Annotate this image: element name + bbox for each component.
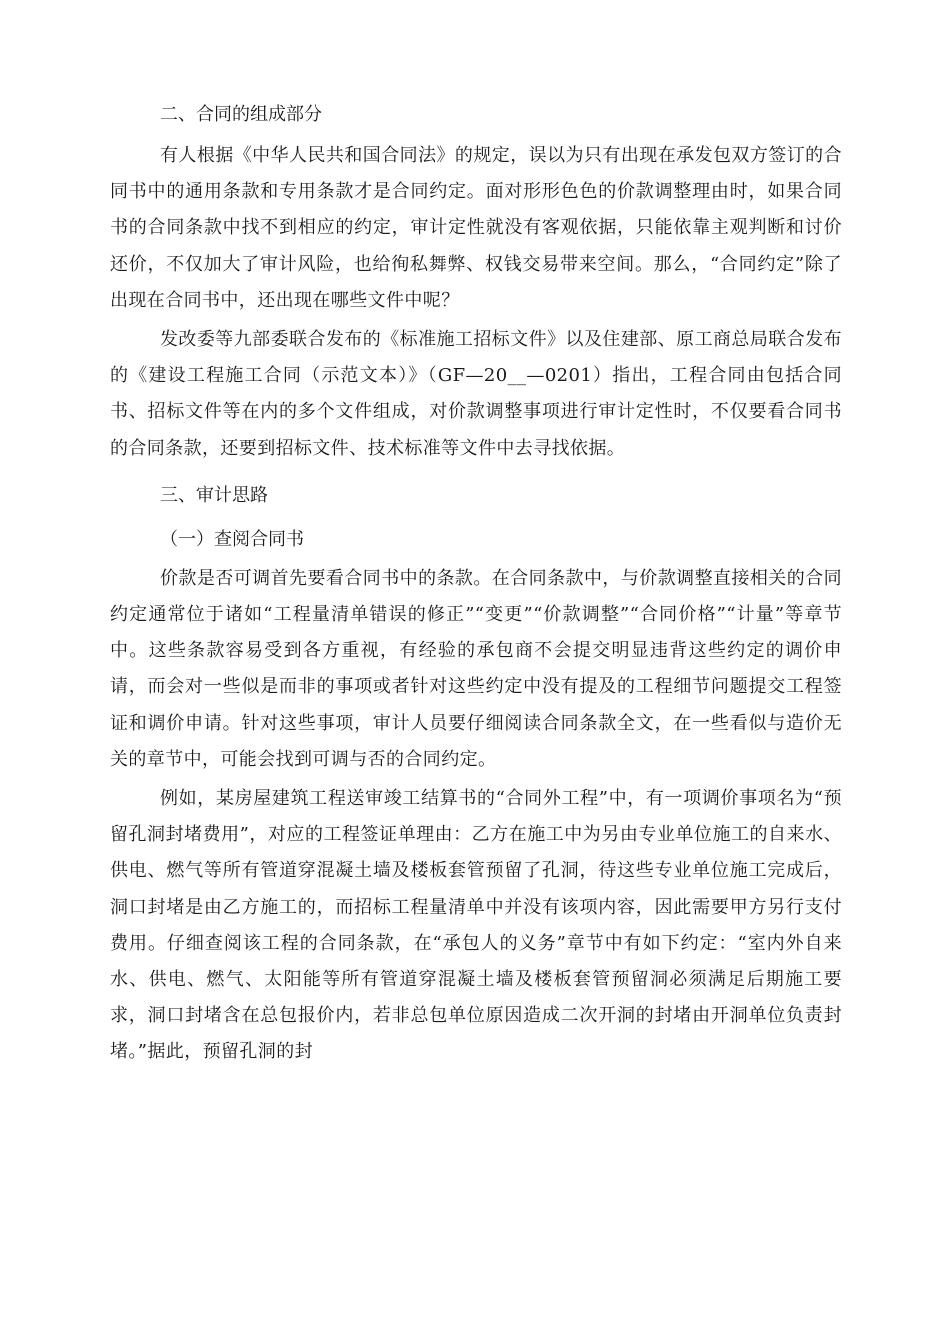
subsection-heading-review-contract: （一）查阅合同书	[160, 528, 304, 550]
paragraph-standard-documents: 发改委等九部委联合发布的《标准施工招标文件》以及住建部、原工商总局联合发布的《建设工程施工合同（示范文本）》（GF—20__—0201）指出，工程合同由包括合同书、招标文件等在内的多个文件组成，对价款调整事项进行审计定性时，不仅要看合同书的合同条款，还要到招标文件、技术标准等文件中去寻找依据。	[110, 329, 842, 459]
document-body	[110, 92, 842, 1071]
section-heading-contract-components: 二、合同的组成部分	[160, 104, 322, 125]
paragraph-price-adjustment-clauses: 价款是否可调首先要看合同书中的条款。在合同条款中，与价款调整直接相关的合同约定通常位于诸如“工程量清单错误的修正”“变更”“价款调整”“合同价格”“计量”等章节中。这些条款容易受到各方重视，有经验的承包商不会提交明显违背这些约定的调价申请，而会对一些似是而非的事项或者针对这些约定中没有提及的工程细节问题提交工程签证和调价申请。针对这些事项，审计人员要仔细阅读合同条款全文，在一些看似与造价无关的章节中，可能会找到可调与否的合同约定。	[110, 567, 842, 770]
paragraph-example-reserved-holes: 例如，某房屋建筑工程送审竣工结算书的“合同外工程”中，有一项调价事项名为“预留孔洞封堵费用”，对应的工程签证单理由：乙方在施工中为另由专业单位施工的自来水、供电、燃气等所有管道穿混凝土墙及楼板套管预留了孔洞，待这些专业单位施工完成后，洞口封堵是由乙方施工的，而招标工程量清单中并没有该项内容，因此需要甲方另行支付费用。仔细查阅该工程的合同条款，在“承包人的义务”章节中有如下约定：“室内外自来水、供电、燃气、太阳能等所有管道穿混凝土墙及楼板套管预留洞必须满足后期施工要求，洞口封堵含在总包报价内，若非总包单位原因造成二次开洞的封堵由开洞单位负责封堵。”据此，预留孔洞的封	[110, 788, 842, 1063]
paragraph-contract-law-misunderstanding: 有人根据《中华人民共和国合同法》的规定，误以为只有出现在承发包双方签订的合同书中的通用条款和专用条款才是合同约定。面对形形色色的价款调整理由时，如果合同书的合同条款中找不到相应的约定，审计定性就没有客观依据，只能依靠主观判断和讨价还价，不仅加大了审计风险，也给徇私舞弊、权钱交易带来空间。那么，“合同约定”除了出现在合同书中，还出现在哪些文件中呢？	[110, 145, 842, 311]
section-heading-audit-approach: 三、审计思路	[160, 484, 268, 506]
